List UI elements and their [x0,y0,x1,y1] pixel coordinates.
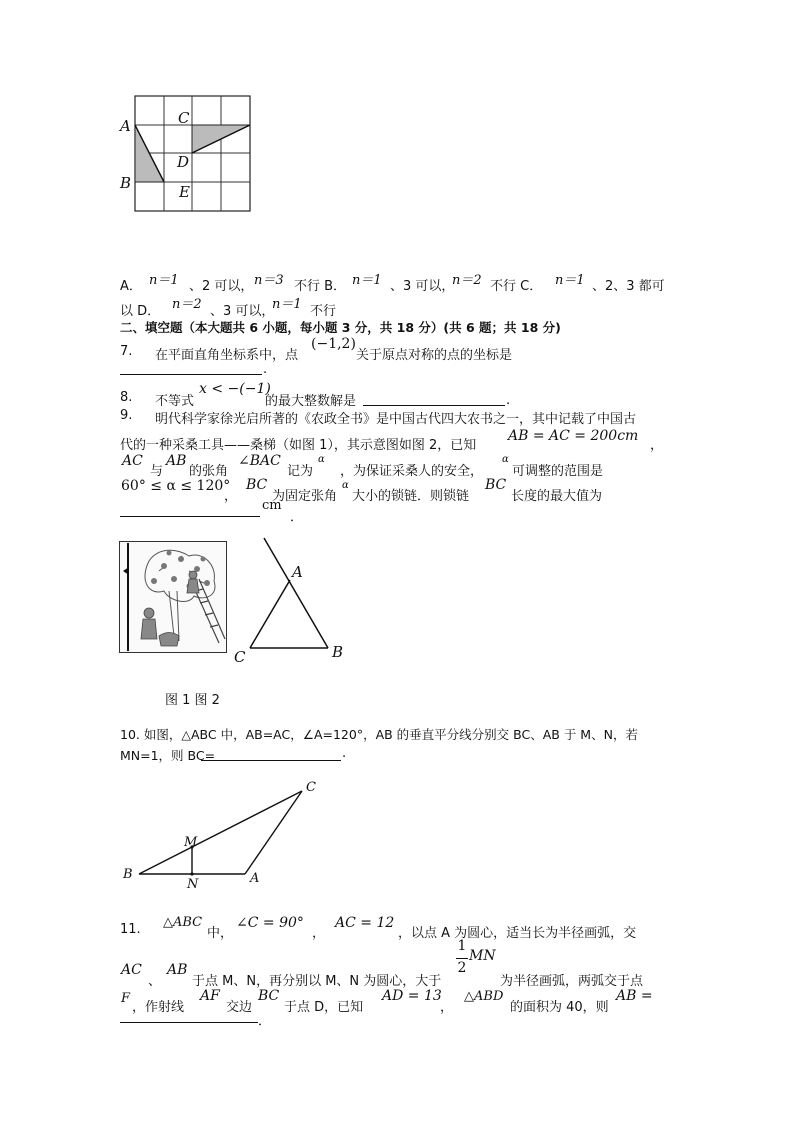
fig2-label-c: C [234,648,246,666]
q11-triangle-abc: △ABC [163,915,203,930]
q9-answer-blank[interactable] [120,516,260,517]
option-d-n2: n＝1 [272,297,302,312]
q9-line-1: 明代科学家徐光启所著的《农政全书》是中国古代四大农书之一，其中记载了中国古 [155,412,637,427]
q10-label-c: C [306,780,316,795]
q11-fraction-denominator: 2 [457,960,467,976]
q7-number: 7. [120,344,133,359]
option-c-text1: 、2、3 都可 [592,279,665,294]
q8-number: 8. [120,390,133,405]
q10-label-a: A [250,871,260,886]
figure-1-mulberry-ladder [119,541,227,653]
grid-label-c: C [178,109,190,127]
q10-label-n: N [187,877,199,892]
q11-answer-blank[interactable] [120,1022,258,1023]
q9-line-2a: 代的一种采桑工具——桑梯（如图 1），其示意图如图 2，已知 [120,438,477,453]
q9-figure-caption: 图 1 图 2 [165,693,220,708]
grid-label-a: A [120,117,131,135]
q10-line-1: 10. 如图，△ABC 中，AB=AC，∠A=120°，AB 的垂直平分线分别交 BC、AB 于 M、N，若 [120,727,638,742]
q8-text-1: 不等式 [155,394,195,409]
q11-ad-value: AD = 13 [382,988,442,1004]
option-d-n1: n＝2 [172,297,202,312]
option-b-n1: n＝1 [352,273,382,288]
option-a-n2: n＝3 [254,273,284,288]
option-a-text1: 、2 可以， [189,279,254,294]
q8-inequality: x < −(−1) [199,381,271,397]
option-c-n1: n＝1 [555,273,585,288]
option-a-n1: n＝1 [149,273,179,288]
option-a-letter: A． [120,279,142,294]
q8-answer-blank[interactable] [363,405,505,406]
q9-eq-ab-ac: AB = AC = 200cm [508,428,639,444]
q10-label-m: M [184,835,198,850]
option-b-text2: 不行 C． [490,279,543,294]
option-a-text2: 不行 B． [294,279,347,294]
fig2-label-b: B [332,643,344,661]
q9-alpha-range: 60° ≤ α ≤ 120° [121,478,231,494]
grid-label-b: B [120,174,132,192]
q11-number: 11. [120,922,141,937]
q10-label-b: B [123,867,133,882]
q11-ac-value: AC = 12 [335,915,395,931]
q9-angle-bac: ∠BAC [238,453,281,469]
section-2-title: 二、填空题（本大题共 6 小题，每小题 3 分，共 18 分）(共 6 题；共 18 分) [120,320,561,335]
q7-point: (−1,2) [311,336,356,352]
q7-text-2: 关于原点对称的点的坐标是 [356,348,513,363]
q8-text-2: 的最大整数解是 [265,394,357,409]
option-b-text1: 、3 可以， [390,279,455,294]
q7-text-1: 在平面直角坐标系中，点 [155,348,299,363]
q11-fraction-bar [456,958,468,959]
option-d-prefix: 以 D． [120,304,161,319]
q10-line-2: MN=1，则 BC= [120,748,216,763]
grid-label-d: D [177,153,190,171]
option-d-text2: 不行 [310,304,337,319]
option-d-text1: 、3 可以， [210,304,275,319]
grid-label-e: E [179,183,190,201]
q11-angle-c: ∠C = 90° [236,915,304,931]
q11-triangle-abd: △ABD [464,989,504,1004]
option-b-n2: n＝2 [452,273,482,288]
q10-answer-blank[interactable] [201,760,341,761]
fig2-label-a: A [292,563,303,581]
q10-triangle-figure [120,775,330,895]
q7-answer-blank[interactable] [120,374,262,375]
q9-number: 9. [120,408,133,423]
q9-unit: cm [262,498,282,513]
q11-fraction-numerator: 1 [457,938,467,954]
